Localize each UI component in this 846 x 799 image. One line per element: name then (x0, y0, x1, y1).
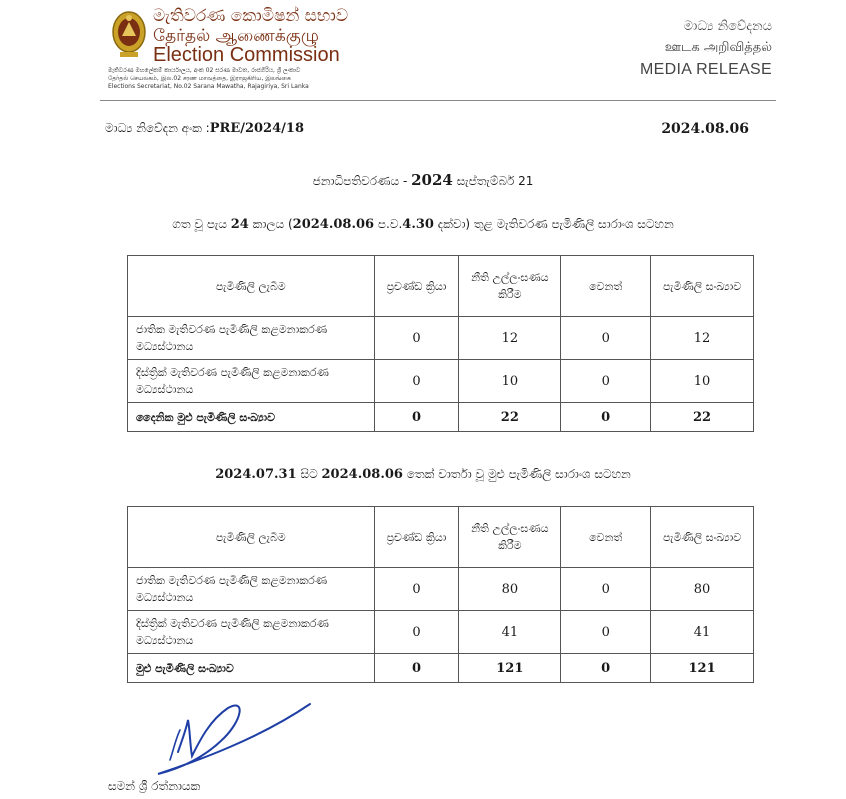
total-row-label: මුළු පැමිණිලි සංඛ්‍යාව (128, 654, 375, 683)
cell-violation: 80 (459, 568, 561, 611)
header-complaint-count: පැමිණිලි සංඛ්‍යාව (651, 507, 754, 568)
header-other: වෙනත් (561, 256, 651, 317)
media-label-sinhala: මාධ්‍ය නිවේදනය (683, 19, 772, 34)
address-sinhala: මැතිවරණ මහලේකම් කාර්යාලය, අංක 02 සරණ මාවත, රාජගිරිය, ශ්‍රී ලංකාව (108, 67, 301, 74)
header-divider (100, 100, 776, 101)
reference-value: PRE/2024/18 (209, 121, 304, 136)
cell-violation: 41 (459, 611, 561, 654)
header-complaint-source: පැමිණිලි ලැබීම (128, 507, 375, 568)
total-row-label: දෛනික මුළු පැමිණිලි සංඛ්‍යාව (128, 403, 375, 432)
caption2-mid: සිට (296, 467, 322, 481)
signature-icon (150, 690, 320, 780)
header-complaint-count: පැමිණිලි සංඛ්‍යාව (651, 256, 754, 317)
caption1-time-label: ප.ව. (374, 217, 403, 231)
caption1-date: 2024.08.06 (292, 217, 375, 232)
total-other: 0 (561, 654, 651, 683)
document-title (0, 171, 846, 189)
cell-violation: 12 (459, 317, 561, 360)
cell-violence: 0 (374, 568, 459, 611)
table-row (128, 317, 754, 360)
table-total-row (128, 654, 754, 683)
org-name-english: Election Commission (153, 44, 340, 66)
row-label: දිස්ත්‍රික් මැතිවරණ පැමිණිලි කළමනාකරණ මධ්‍යස්ථානය (128, 611, 375, 654)
sri-lanka-emblem-icon (110, 8, 148, 60)
cell-other: 0 (561, 611, 651, 654)
cell-other: 0 (561, 568, 651, 611)
media-label-english: MEDIA RELEASE (640, 61, 772, 78)
caption1-suffix: දක්වා) තුළ මැතිවරණ පැමිණිලි සාරාංශ සටහන (433, 217, 674, 231)
address-english: Elections Secretariat, No.02 Sarana Mawatha, Rajagiriya, Sri Lanka (108, 83, 309, 90)
row-label: දිස්ත්‍රික් මැතිවරණ පැමිණිලි කළමනාකරණ මධ්‍යස්ථානය (128, 360, 375, 403)
table-header-row (128, 256, 754, 317)
cell-total: 10 (651, 360, 754, 403)
header-law-violation: නීති උල්ලංඝණය කිරීම (459, 507, 561, 568)
caption1-hours: 24 (230, 217, 249, 232)
header-violence: ප්‍රචණ්ඩ ක්‍රියා (374, 507, 459, 568)
release-date: 2024.08.06 (661, 121, 749, 137)
row-label: ජාතික මැතිවරණ පැමිණිලි කළමනාකරණ මධ්‍යස්ථානය (128, 317, 375, 360)
cell-other: 0 (561, 360, 651, 403)
cell-violation: 10 (459, 360, 561, 403)
cell-total: 80 (651, 568, 754, 611)
caption2-to: 2024.08.06 (321, 467, 403, 482)
title-year: 2024 (411, 171, 453, 189)
address-tamil: தேர்தல் செயலகம், இல.02 சரண மாவத்தை, இராஜகிரிய, இலங்கை (108, 75, 291, 82)
table-row (128, 568, 754, 611)
table-row (128, 360, 754, 403)
signer-name: සමන් ශ්‍රී රත්නායක (108, 779, 201, 793)
header-violence: ප්‍රචණ්ඩ ක්‍රියා (374, 256, 459, 317)
caption1-time: 4.30 (402, 217, 434, 232)
table-row (128, 611, 754, 654)
cell-total: 12 (651, 317, 754, 360)
caption1-prefix: ගත වූ පැය (172, 217, 231, 231)
complaints-table-daily (127, 255, 754, 432)
header-law-violation: නීති උල්ලංඝණය කිරීම (459, 256, 561, 317)
total-violation: 22 (459, 403, 561, 432)
total-other: 0 (561, 403, 651, 432)
total-violence: 0 (374, 654, 459, 683)
total-violation: 121 (459, 654, 561, 683)
complaints-table-cumulative (127, 506, 754, 683)
reference-label: මාධ්‍ය නිවේදන අංක : (105, 121, 210, 135)
caption2-suffix: තෙක් වාර්තා වූ මුළු පැමිණිලි සාරාංශ සටහන (402, 467, 631, 481)
table-total-row (128, 403, 754, 432)
table2-caption (0, 467, 846, 482)
cell-violence: 0 (374, 360, 459, 403)
total-count: 121 (651, 654, 754, 683)
row-label: ජාතික මැතිවරණ පැමිණිලි කළමනාකරණ මධ්‍යස්ථානය (128, 568, 375, 611)
cell-other: 0 (561, 317, 651, 360)
cell-violence: 0 (374, 317, 459, 360)
table-header-row (128, 507, 754, 568)
org-name-tamil: தேர்தல் ஆணைக்குழு (153, 26, 319, 46)
cell-total: 41 (651, 611, 754, 654)
title-prefix: ජනාධිපතිවරණය - (312, 174, 412, 188)
cell-violence: 0 (374, 611, 459, 654)
reference-number (105, 121, 304, 136)
total-violence: 0 (374, 403, 459, 432)
title-suffix: සැප්තැම්බර් 21 (452, 174, 534, 188)
org-name-sinhala: මැතිවරණ කොමිෂන් සභාව (153, 6, 349, 26)
total-count: 22 (651, 403, 754, 432)
media-label-tamil: ஊடக அறிவித்தல் (664, 40, 772, 55)
caption1-mid: කාලය ( (248, 217, 293, 231)
table1-caption (0, 217, 846, 232)
caption2-from: 2024.07.31 (215, 467, 297, 482)
header-complaint-source: පැමිණිලි ලැබීම (128, 256, 375, 317)
header-other: වෙනත් (561, 507, 651, 568)
